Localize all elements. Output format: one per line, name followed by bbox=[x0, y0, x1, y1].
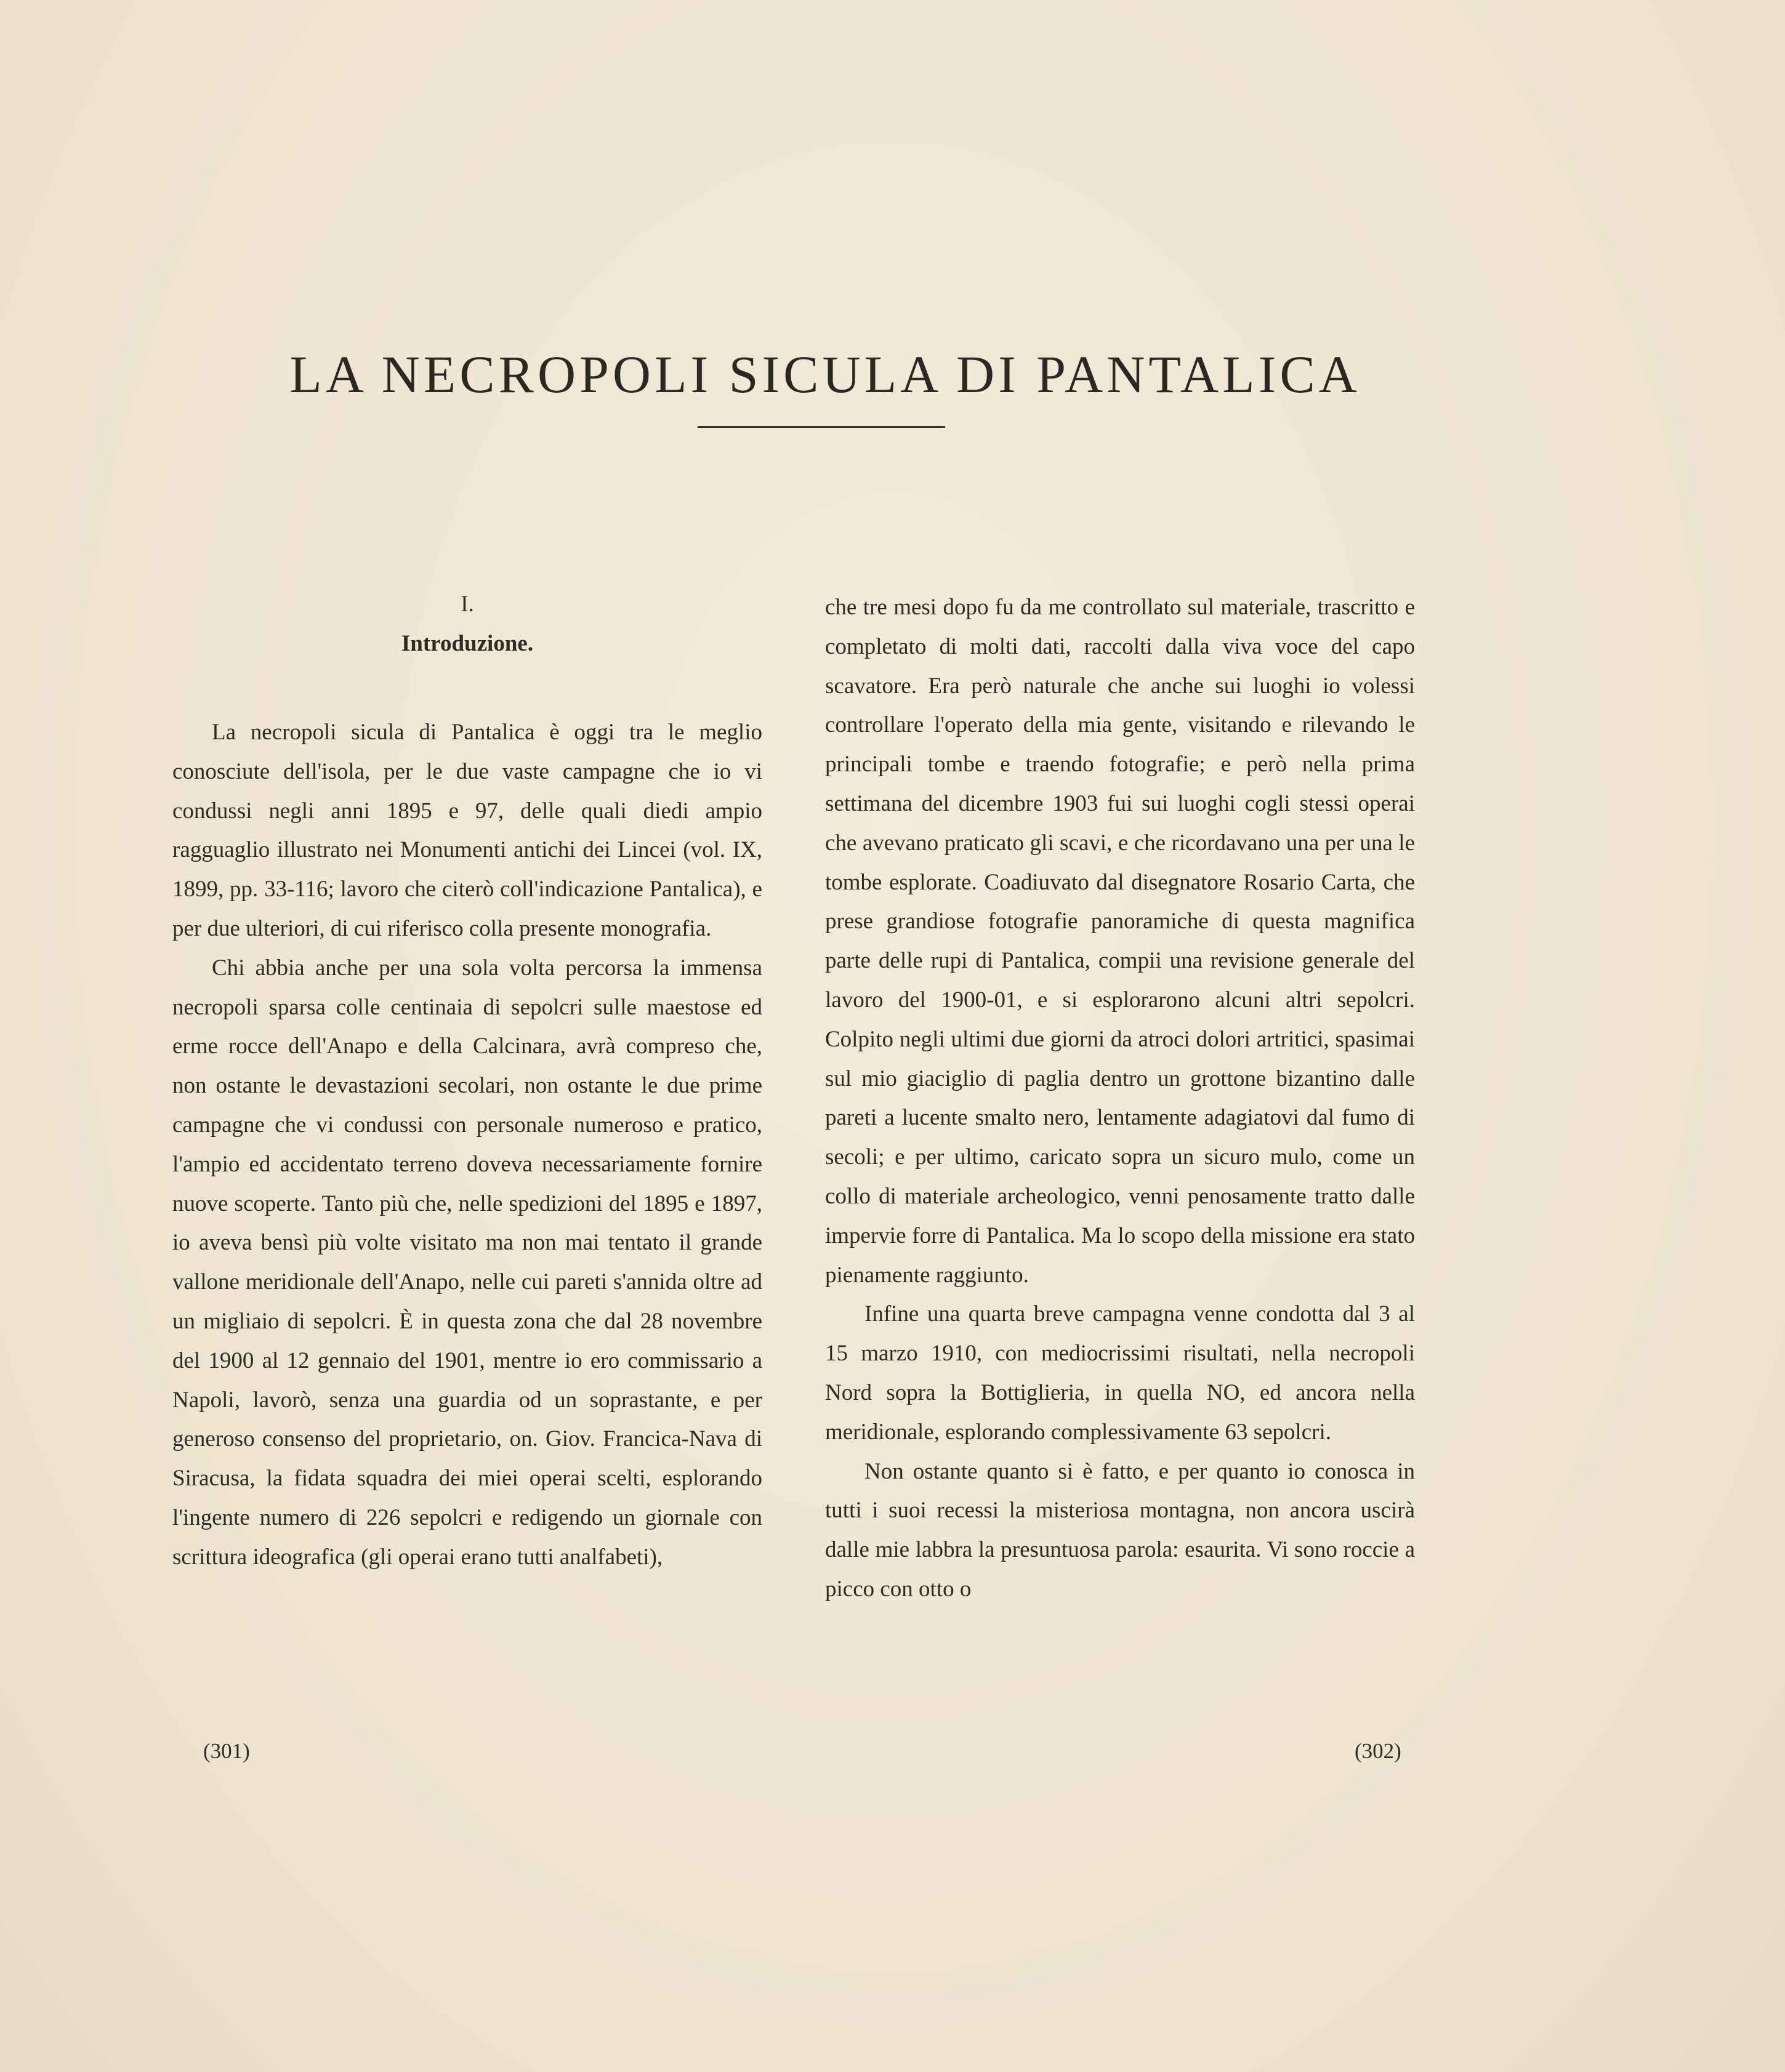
paragraph: Chi abbia anche per una sola volta percorsa la immensa necropoli sparsa colle centinaia di sepolcri sulle maestose ed erme rocce dell'Anapo e della Calcinara, avrà compreso che, non ostante le devastazioni secolari, non ostante le due prime campagne che vi condussi con personale numeroso e pratico, l'ampio ed accidentato terreno doveva necessariamente fornire nuove scoperte. Tanto più che, nelle spedizioni del 1895 e 1897, io aveva bensì più volte visitato ma non mai tentato il grande vallone meridionale dell'Anapo, nelle cui pareti s'annida oltre ad un migliaio di sepolcri. È in questa zona che dal 28 novembre del 1900 al 12 gennaio del 1901, mentre io ero commissario a Napoli, lavorò, senza una guardia od un soprastante, e per generoso consenso del proprietario, on. Giov. Francica-Nava di Siracusa, la fidata squadra dei miei operai scelti, esplorando l'ingente numero di 226 sepolcri e redigendo un giornale con scrittura ideografica (gli operai erano tutti analfabeti), bbox=[172, 955, 762, 1570]
right-column bbox=[825, 588, 1415, 1609]
paragraph: La necropoli sicula di Pantalica è oggi tra le meglio conosciute dell'isola, per le due vaste campagne che io vi condussi negli anni 1895 e 97, delle quali diedi ampio ragguaglio illustrato nei Monumenti antichi dei Lincei (vol. IX, 1899, pp. 33-116; lavoro che citerò coll'indicazione Pantalica), e per due ulteriori, di cui riferisco colla presente monografia. bbox=[172, 720, 762, 941]
paragraph: che tre mesi dopo fu da me controllato sul materiale, trascritto e completato di molti dati, raccolti dalla viva voce del capo scavatore. Era però naturale che anche sui luoghi io volessi controllare l'operato della mia gente, visitando e rilevando le principali tombe e traendo fotografie; e però nella prima settimana del dicembre 1903 fui sui luoghi cogli stessi operai che avevano praticato gli scavi, e che ricordavano una per una le tombe esplorate. Coadiuvato dal disegnatore Rosario Carta, che prese grandiose fotografie panoramiche di questa magnifica parte delle rupi di Pantalica, compii una revisione generale del lavoro del 1900-01, e si esplorarono alcuni altri sepolcri. Colpito negli ultimi due giorni da atroci dolori artritici, spasimai sul mio giaciglio di paglia dentro un grottone bizantino dalle pareti a lucente smalto nero, lentamente adagiatovi dal fumo di secoli; e per ultimo, caricato sopra un sicuro mulo, come un collo di materiale archeologico, venni penosamente tratto dalle impervie forre di Pantalica. Ma lo scopo della missione era stato pienamente raggiunto. bbox=[825, 595, 1415, 1288]
paragraph: Non ostante quanto si è fatto, e per quanto io conosca in tutti i suoi recessi la misteriosa montagna, non ancora uscirà dalle mie labbra la presuntuosa parola: esaurita. Vi sono roccie a picco con otto o bbox=[825, 1458, 1415, 1602]
page-number-left: (301) bbox=[203, 1739, 250, 1763]
section-heading: Introduzione. bbox=[401, 631, 534, 656]
paragraph: Infine una quarta breve campagna venne condotta dal 3 al 15 marzo 1910, con mediocrissimi risultati, nella necropoli Nord sopra la Bottiglieria, in quella NO, ed ancora nella meridionale, esplorando complessivamente 63 sepolcri. bbox=[825, 1301, 1415, 1445]
page-number-right: (302) bbox=[1355, 1739, 1401, 1763]
left-column bbox=[172, 585, 762, 1577]
title-rule bbox=[698, 426, 945, 428]
section-number: I. bbox=[461, 592, 474, 617]
page-title: LA NECROPOLI SICULA DI PANTALICA bbox=[289, 344, 1361, 404]
